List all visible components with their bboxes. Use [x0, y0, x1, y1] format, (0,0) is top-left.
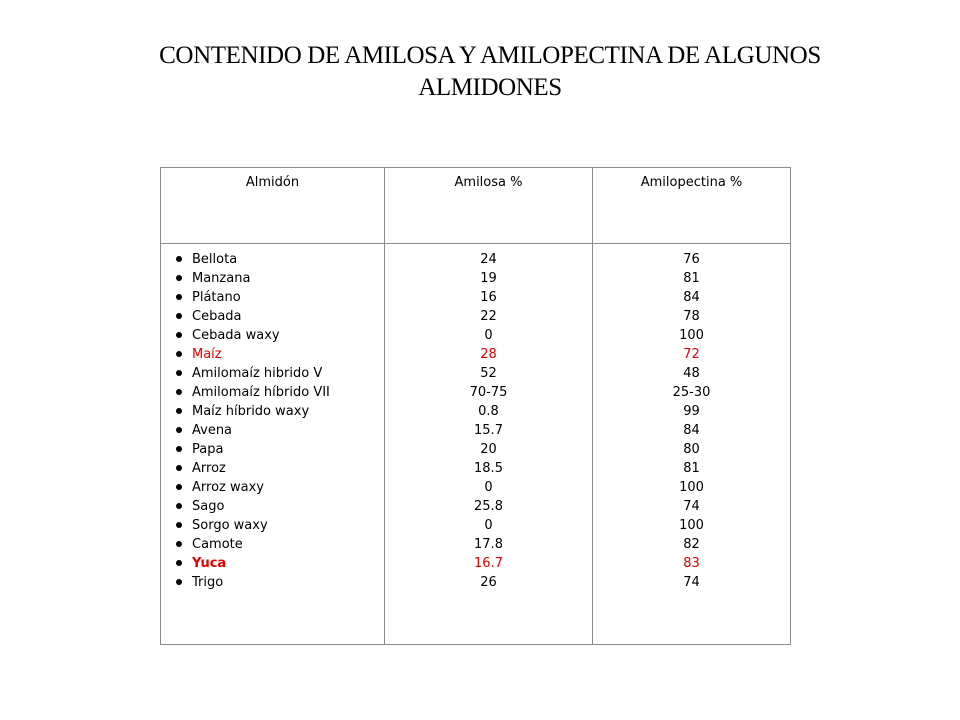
bullet-icon — [176, 465, 182, 471]
starch-name: Sorgo waxy — [192, 518, 268, 533]
bullet-icon — [176, 560, 182, 566]
amilopectina-value: 100 — [679, 328, 704, 343]
bullet-icon — [176, 484, 182, 490]
list-item — [176, 478, 383, 497]
amilopectina-value: 100 — [679, 480, 704, 495]
amilosa-value: 0 — [484, 328, 493, 343]
header-amilopectina: Amilopectina % — [593, 168, 791, 244]
bullet-icon — [176, 389, 182, 395]
amilosa-value: 28 — [480, 347, 497, 362]
list-item — [176, 573, 383, 592]
page-title — [60, 40, 920, 104]
starch-name: Cebada waxy — [192, 328, 280, 343]
bullet-icon — [176, 332, 182, 338]
amilopectina-value: 81 — [683, 271, 700, 286]
amilosa-value: 19 — [480, 271, 497, 286]
amilopectina-value: 74 — [683, 575, 700, 590]
amilopectina-value: 83 — [683, 556, 700, 571]
amilosa-value: 52 — [480, 366, 497, 381]
list-item — [176, 402, 383, 421]
list-item — [176, 326, 383, 345]
amilosa-value: 0 — [484, 518, 493, 533]
starch-name: Avena — [192, 423, 233, 438]
amilosa-value: 26 — [480, 575, 497, 590]
starch-name: Papa — [192, 442, 224, 457]
amilopectina-value: 25-30 — [672, 385, 711, 400]
amilopectina-value: 72 — [683, 347, 700, 362]
bullet-icon — [176, 370, 182, 376]
bullet-icon — [176, 275, 182, 281]
amilosa-value: 18.5 — [474, 461, 503, 476]
starch-name: Arroz — [192, 461, 226, 476]
list-item — [176, 554, 383, 573]
amilosa-value: 20 — [480, 442, 497, 457]
amilopectina-value: 74 — [683, 499, 700, 514]
amilosa-value: 25.8 — [474, 499, 503, 514]
bullet-icon — [176, 351, 182, 357]
title-line-1: CONTENIDO DE AMILOSA Y AMILOPECTINA DE ALGUNOS — [159, 42, 821, 69]
amilosa-value: 16 — [480, 290, 497, 305]
almidon-column — [161, 244, 385, 645]
amilopectina-value: 48 — [683, 366, 700, 381]
amilopectina-column — [593, 244, 791, 645]
starch-name: Maíz — [192, 347, 222, 362]
amilopectina-value: 81 — [683, 461, 700, 476]
starch-table — [160, 167, 791, 645]
list-item — [176, 269, 383, 288]
starch-name: Sago — [192, 499, 225, 514]
starch-name: Manzana — [192, 271, 251, 286]
amilosa-value: 15.7 — [474, 423, 503, 438]
list-item — [176, 535, 383, 554]
bullet-icon — [176, 446, 182, 452]
amilosa-value: 0 — [484, 480, 493, 495]
bullet-icon — [176, 313, 182, 319]
starch-name: Amilomaíz hibrido V — [192, 366, 323, 381]
list-item — [176, 288, 383, 307]
list-item — [176, 516, 383, 535]
amilosa-value: 70-75 — [469, 385, 508, 400]
almidon-list — [162, 250, 383, 592]
amilosa-value: 24 — [480, 252, 497, 267]
title-line-2: ALMIDONES — [418, 74, 562, 101]
amilopectina-value: 82 — [683, 537, 700, 552]
list-item — [176, 497, 383, 516]
list-item — [176, 421, 383, 440]
amilosa-value: 16.7 — [474, 556, 503, 571]
starch-name: Plátano — [192, 290, 241, 305]
bullet-icon — [176, 427, 182, 433]
amilopectina-value: 99 — [683, 404, 700, 419]
starch-name: Arroz waxy — [192, 480, 264, 495]
amilosa-column — [385, 244, 593, 645]
amilosa-value: 17.8 — [474, 537, 503, 552]
amilopectina-value: 84 — [683, 423, 700, 438]
amilosa-value: 0.8 — [478, 404, 499, 419]
amilopectina-value: 78 — [683, 309, 700, 324]
amilopectina-value: 76 — [683, 252, 700, 267]
starch-name: Yuca — [192, 556, 227, 571]
starch-name: Bellota — [192, 252, 238, 267]
header-almidon: Almidón — [161, 168, 385, 244]
starch-name: Cebada — [192, 309, 242, 324]
header-row — [161, 168, 791, 244]
bullet-icon — [176, 522, 182, 528]
list-item — [176, 307, 383, 326]
bullet-icon — [176, 541, 182, 547]
list-item — [176, 345, 383, 364]
starch-name: Amilomaíz híbrido VII — [192, 385, 330, 400]
bullet-icon — [176, 408, 182, 414]
list-item — [176, 250, 383, 269]
body-row — [161, 244, 791, 645]
bullet-icon — [176, 294, 182, 300]
bullet-icon — [176, 503, 182, 509]
list-item — [176, 383, 383, 402]
list-item — [176, 440, 383, 459]
starch-name: Camote — [192, 537, 243, 552]
amilopectina-value: 100 — [679, 518, 704, 533]
amilosa-value: 22 — [480, 309, 497, 324]
header-amilosa: Amilosa % — [385, 168, 593, 244]
bullet-icon — [176, 579, 182, 585]
list-item — [176, 459, 383, 478]
starch-name: Trigo — [192, 575, 224, 590]
amilopectina-value: 84 — [683, 290, 700, 305]
bullet-icon — [176, 256, 182, 262]
list-item — [176, 364, 383, 383]
starch-name: Maíz híbrido waxy — [192, 404, 310, 419]
amilopectina-value: 80 — [683, 442, 700, 457]
